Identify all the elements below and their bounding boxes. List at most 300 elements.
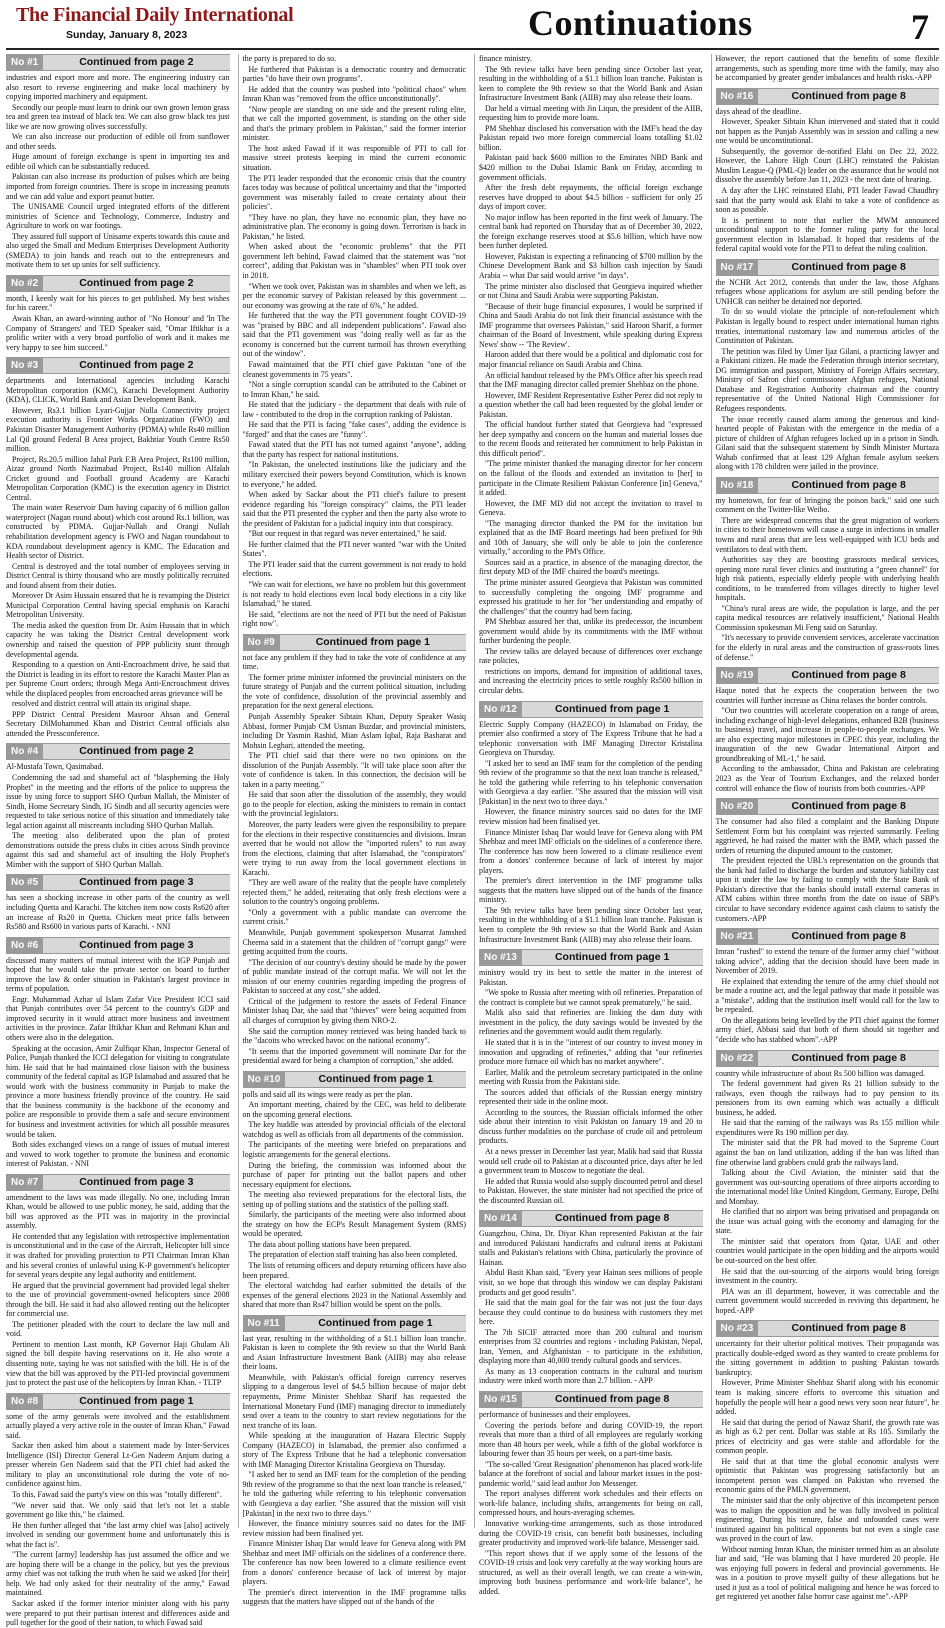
paragraph: The consumer had also filed a complaint and the Banking Dispute Settlement Form but his complaint was rejected summarily. Feeling aggrieved, he had raised the matter with the BMP, which passed the orders of returning the disputed amount to the customer. (715, 817, 939, 855)
continued-from-label: Continued from page 8 (791, 669, 906, 682)
paragraph: "We can wait for elections, we have no problem but this government is not ready to hold elections even local body elections in a city like Islamabad," he stated. (242, 579, 466, 609)
paragraph: month, I keenly wait for his pieces to get published. My best wishes for his career." (6, 293, 230, 313)
story (6, 357, 230, 738)
story-number: No #6 (6, 938, 43, 953)
paragraph: However, the finance ministry sources said no dates for the IMF review mission had been finalised yet. (242, 1519, 466, 1538)
paragraph: "This report shows that if we apply some of the lessons of the COVID-19 crisis and look very carefully at the way working hours are structured, as well as their overall length, we can create a win-win, improving both business performance and work-life balance", he added. (479, 1548, 703, 1596)
issue-date: Sunday, January 8, 2023 (66, 29, 188, 41)
paragraph: The minister said that the only objective of this incompetent person was to malign the opposition and he was fully involved in political engineering. During his tenure, false and unfounded cases were instituted against his political opponents but not even a single case was proved in the court of law. (715, 1496, 939, 1544)
paragraph: Moreover, the party leaders were given the responsibility to prepare for the elections in their respective constituencies and divisions. Imran averred that he would not allow the "imported rulers" to run away from the elections, claiming that after Islamabad, the "conspirators" were trying to run away from the local government elections in Karachi. (242, 820, 466, 877)
paragraph: He said that during the period of Nawaz Sharif, the growth rate was as high as 6.2 per cent. Dollar was stable at Rs 105. Similarly the prices of electricity and gas were stable and affordable for the common people. (715, 1417, 939, 1456)
story (479, 949, 703, 1205)
story (479, 1391, 703, 1596)
story-body (479, 968, 703, 1205)
paragraph: Guangzhou, China, Dr. Diyar Khan represented Pakistan at the fair and introduced Pakistani handicrafts and cultural items at Pakistani stalls and Pakistan's relations with China, particularly the province of Hainan. (479, 1229, 703, 1267)
paragraph: Pakistan can also increase its production of pulses which are being imported from foreign countries. There is scope in increasing peanuts and we can add value and export peanut butter. (6, 172, 230, 201)
continued-from-label: Continued from page 8 (791, 260, 906, 273)
story (243, 54, 467, 629)
paragraph: The issue recently caused alarm among the generous and kind-hearted people of Pakistan with the emergence in the media of a picture of children of Afghan refugees locked up in a prison in Sindh. Gilani said that the subsequent statement by Sindh Minister Murtaza Wahab confirmed that at least 129 Afghan female asylum seekers along with 178 children were jailed in the province. (715, 414, 939, 472)
paragraph: The federal government had given Rs 21 billion subsidy to the railways, even though the railways had to pay pension to its pensioners from its own earning which was actually a difficult business, he added. (715, 1079, 939, 1117)
paragraph: has seen a shocking increase in other parts of the country as well including Quetta and Karachi. The kitchen item now costs Rs620 after an increase of Rs20 in Quetta. Chicken meat price falls between Rs580 and Rs600 in various parts of Karachi. - NNI (6, 893, 230, 932)
paragraph: Fawad maintained that the PTI chief gave Pakistan "one of the cleanest governments in 75 years". (242, 359, 466, 379)
continued-from-label: Continued from page 8 (554, 1212, 670, 1225)
paragraph: "I asked her to send an IMF team for the completion of the pending 9th review of the programme so that the next loan tranche is released," he told the gathering while referring to his telephonic conversation with Georgieva a day earlier. "She assured that the mission will visit [Pakistan] in the next two to three days." (242, 1470, 466, 1518)
paragraph: Abdul Basit Khan said, "Every year Hainan sees millions of people visit, so we hope that through this window we can display Pakistani products and get good results". (479, 1268, 703, 1297)
paragraph: last year, resulting in the withholding of a $1.1 billion loan tranche. Pakistan is keen to complete the 9th review so that the World Bank and Asian Infrastructure Investment Bank (AIIB) may also release their loans. (242, 1333, 466, 1372)
paragraph: However, IMF Resident Representative Esther Perez did not reply to a question whether the call had been requested by the global lender or Pakistan. (479, 390, 703, 419)
story-number: No #17 (716, 260, 759, 275)
column-3 (474, 54, 703, 1596)
paragraph: "We never said that. We only said that let's not let a stable government go like this," he claimed. (6, 1500, 230, 1520)
story-body (716, 496, 940, 662)
story (6, 874, 230, 931)
story (716, 928, 940, 1044)
paragraph: The 9th review talks have been pending since October last year, resulting in the withholding of a $1.1 billion loan tranche. Pakistan is keen to complete the 9th review so that the World Bank and Asian Infrastructure Investment Bank (AIIB) may also release their loans. (479, 905, 703, 944)
paragraph: Authorities say they are boosting grassroots medical services, opening more rural fever clinics and instituting a "green channel" for high risk patients, especially elderly people with underlying health conditions, to be transferred from villages directly to higher level hospitals. (715, 555, 939, 603)
paragraph: After the fresh debt repayments, the official foreign exchange reserves have dropped to about $4.5 billion - sufficient for only 25 days of import cover. (479, 183, 703, 212)
paragraph: No major inflow has been reported in the first week of January. The central bank had reported on Thursday that as of December 30, 2022, the foreign exchange reserves stood at $5.6 billion, which have now been further depleted. (479, 212, 703, 251)
paragraph: Condemning the sad and shameful act of "blaspheming the Holy Prophet" in the meeting and the efforts of the police to suppress the issue by using force to support SHO Qurban Mallah, the Minister of Sindh, Home Secretary Sindh, IG Sindh and all security agencies were requested to take serious notice of this situation and immediately take legal action against all miscreants including SHO Qurban Mallah. (6, 773, 230, 830)
story (6, 1174, 230, 1388)
paragraph: An important meeting, chaired by the CEC, was held to deliberate on the upcoming general elections. (242, 1100, 466, 1119)
story (243, 1315, 467, 1607)
paragraph: He argued that the provincial government had provided legal shelter to the use of provincial government-owned helicopters since 2008 through the bill. He said it had also allowed renting out the helicopter for commercial use. (6, 1280, 230, 1319)
paragraph: The PTI leader responded that the economic crisis that the country faces today was because of political uncertainty and that the "imported government was miserably failed to create certainty about their policies". (242, 173, 466, 212)
paragraph: "In Pakistan, the unelected institutions like the judiciary and the military exercised their powers beyond Constitution, which is known to everyone," he added. (242, 460, 466, 489)
paragraph: Talking about the Civil Aviation, the minister said that the government was out-sourcing operations of three airports according to the international model like United Kingdom, Germany, Europe, Delhi and Mombay. (715, 1168, 939, 1206)
story-body (6, 956, 230, 1169)
story-body (716, 686, 940, 793)
story-header (716, 259, 940, 276)
story (716, 259, 940, 472)
paragraph: ministry would try its best to settle the matter in the interest of Pakistan. (479, 968, 703, 987)
paragraph: uncertainty for their ulterior political motives. Their propaganda was practically double-edged sword as they wanted to create problems for the sitting government in addition to pushing Pakistan towards bankruptcy. (715, 1339, 939, 1377)
story-body (6, 376, 230, 738)
column-4 (711, 54, 940, 1602)
story-number: No #14 (479, 1211, 522, 1226)
continued-from-label: Continued from page 8 (791, 89, 906, 102)
paragraph: We can also increase our production of edible oil from sunflower and other seeds. (6, 132, 230, 151)
paragraph: The 7th SICIF attracted more than 200 cultural and tourism enterprises from 32 countries and regions - including Pakistan, Nepal, Iran, Yemen, and Afghanistan - to participate in the exhibition, displaying more than 40,000 trendy cultural goods and services. (479, 1327, 703, 1366)
story (716, 88, 940, 254)
story-number: No #19 (716, 668, 759, 683)
continued-from-label: Continued from page 1 (318, 1072, 433, 1085)
story-body (716, 278, 940, 472)
paragraph: "They have no plan, they have no economic plan, they have no administrative plan. The economy is going down. Terrorism is back in Pakistan," he listed. (242, 212, 466, 241)
story-number: No #9 (243, 635, 280, 650)
paragraph: It is pertinent to note that earlier the MWM announced unconditional support to the former ruling party for the local government election in Islamabad. It hoped that residents of the federal capital would vote for the PTI to defeat the ruling coalition. (715, 215, 939, 254)
paragraph: my hometown, for fear of bringing the poison back," said one such comment on the Twitter-like Weibo. (715, 495, 939, 515)
story-number: No #13 (479, 950, 522, 965)
paragraph: Awais Khan, an award-winning author of "No Honour' and 'In The Company of Strangers' and TED Speaker said, "Omar Iftikhar is a prolific writer with a very broad portfolio of work and it makes me very happy to see him succeed." (6, 314, 230, 352)
paragraph: Huge amount of foreign exchange is spent in importing tea and edible oil which can be substantially reduced. (6, 152, 230, 171)
story-body (479, 1410, 703, 1596)
paragraph: the NCHR Act 2012, contends that under the law, those Afghans refugees whose applications for asylum are still pending before the UNHCR can neither be detained nor deported. (715, 277, 939, 306)
paragraph: PPP District Central President Masroor Ahsan and General Secretary DilMohammed Khan and District Central officials also attended the Pressconference. (6, 709, 230, 738)
paragraph: "It seems that the imported government will nominate Dar for the presidential award for being a champion of corruption," she added. (242, 1046, 466, 1066)
story-body (716, 947, 940, 1044)
paragraph: As many as 13 cooperation contracts in the cultural and tourism industry were inked worth more than 2.7 billion. - APP (479, 1366, 703, 1386)
story (6, 275, 230, 352)
paragraph: He further claimed that the PTI never wanted "war with the United States". (242, 539, 466, 559)
story-body (6, 893, 230, 931)
paragraph: "When we took over, Pakistan was in shambles and when we left, as per the economic survey of Pakistan released by this government ... our economy was growing at the rate of 6%," he added. (242, 281, 466, 310)
paragraph: industries and export more and more. The engineering industry can also resort to reverse engineering and make local machinery by copying imported machinery and equipment. (6, 73, 230, 102)
story-header (6, 874, 230, 891)
continued-from-label: Continued from page 8 (791, 800, 906, 813)
paragraph: The PTI leader said that the current government is not ready to hold elections. (242, 559, 466, 579)
paragraph: Imran "rushed" to extend the tenure of the former army chief "without taking advice", adding that the decision should have been made in November of 2019. (715, 947, 939, 976)
page-number: 7 (911, 7, 929, 47)
paragraph: Pertinent to mention Last month, KP Governor Haji Ghulam Ali signed the bill despite having reservations on it. He also wrote a dissenting note, saying he was not satisfied with the bill. He is of the view that the bill was approved by the PTI-led provincial government just to protect the past use of the helicopters by Imran Khan. - TLTP (6, 1339, 230, 1388)
paragraph: The review talks are delayed because of differences over exchange rate policies, (479, 646, 703, 666)
continued-from-label: Continued from page 1 (554, 702, 670, 715)
story-body (243, 1334, 467, 1607)
paragraph: amendment to the laws was made illegally. No one, including Imran Khan, would be allowed to use public money, he said, adding that the bill was approved as the PTI was in majority in the provincial assembly. (6, 1192, 230, 1231)
story (479, 54, 703, 696)
paragraph: "Not a single corruption scandal can be attributed to the Cabinet or to Imran Khan," he said. (242, 380, 466, 399)
column-2 (238, 54, 467, 1607)
story-number: No #22 (716, 1051, 759, 1066)
paragraph: The minister said that the PR had moved to the Supreme Court against the ban on land utilization, adding if the ban was lifted than fine otherwise land grabbers could grab the railways land. (715, 1138, 939, 1167)
story-number: No #1 (6, 55, 43, 70)
paragraph: The electoral watchdog had earlier submitted the details of the expenses of the general elections 2023 in the National Assembly and shared that more than Rs47 billion would be spent on the polls. (242, 1281, 466, 1310)
paragraph: "Because of their huge financial exposures, I would be surprised if China and Saudi Arabia do not link their financial assistance with the IMF programme that oversees Pakistan," said Haroon Sharif, a former chairman of the Board of Investment, while speaking during Express News' show -- 'The Review'. (479, 301, 703, 349)
paragraph: "But our request in that regard was never entertained," he said. (248, 529, 447, 539)
paragraph: He furthered that the way the PTI government fought COVID-19 was "praised by BBC and all independent publications". Fawad also said that the PTI government was "doing really well as far as the economy is concerned but the current turmoil has thrown everything out of the window". (242, 311, 466, 359)
paragraph: Meanwhile, with Pakistan's official foreign currency reserves slipping to a dangerous level of $4.5 billion because of major debt repayments, Prime Minister Shehbaz Sharif has requested the International Monetary Fund (IMF) managing director to immediately send over a team to the country to start review negotiations for the next tranche of its loan. (242, 1372, 466, 1430)
paragraph: not face any problem if they had to take the vote of confidence at any time. (242, 652, 466, 672)
paragraph: "The prime minister thanked the managing director for her concern on the fallout of the floods and extended an invitation to [her] to participate in the Climate Resilient Pakistan Conference [in] Geneva," it added. (479, 459, 703, 498)
paragraph: finance ministry. (479, 54, 532, 63)
paragraph: She said the corruption money retrieved was being handed back to the "dacoits who wrecked havoc on the national economy". (242, 1026, 466, 1046)
story-header (6, 357, 230, 374)
paragraph: He said that the out-sourcing of the airports would bring foreign investment in the country. (715, 1266, 939, 1286)
continued-from-label: Continued from page 8 (791, 1051, 906, 1064)
story-header (6, 1174, 230, 1191)
article-columns (6, 54, 940, 1628)
paragraph: While speaking at the inauguration of Hazara Electric Supply Company (HAZECO) in Islamabad, the premier also confirmed a story of The Express Tribune that he had a telephonic conversation with IMF Managing Director Kristalina Georgieva on Thursday. (242, 1431, 466, 1469)
story-body (243, 1090, 467, 1310)
paragraph: However, the report cautioned that the benefits of some flexible arrangements, such as spending more time with the family, may also be accompanied by greater gender imbalances and health risks.-APP (715, 54, 939, 83)
story-header (243, 1071, 467, 1088)
paragraph: Sackar asked if the former interior minister along with his party were prepared to put their partisan interest and differences aside and pull together for the good of their nation, to which Fawad said (6, 1599, 230, 1628)
story-body (479, 1229, 703, 1386)
story-body (243, 54, 467, 629)
continued-from-label: Continued from page 8 (791, 930, 906, 943)
paragraph: However, Speaker Sibtain Khan intervened and stated that it could not happen as the Punjab Assembly was in session and calling a new one would be unconstitutional. (715, 117, 939, 146)
story-header (479, 1391, 703, 1408)
story-header (716, 1050, 940, 1067)
paragraph: The premier's direct intervention in the IMF programme talks suggests that the matters have slipped out of the hands of the (242, 1587, 466, 1607)
continued-from-label: Continued from page 1 (79, 1394, 194, 1407)
paragraph: However, the IMF MD did not accept the invitation to travel to Geneva. (479, 498, 703, 518)
story-header (6, 1393, 230, 1410)
paragraph: The premier's direct intervention in the IMF programme talks suggests that the matters have slipped out of the hands of the finance ministry. (479, 876, 703, 905)
story-number: No #10 (243, 1072, 286, 1087)
continued-from-label: Continued from page 1 (315, 635, 431, 648)
paragraph: polls and said all its wings were ready as per the plan. (242, 1089, 413, 1099)
story-number: No #11 (243, 1316, 285, 1331)
paragraph: He explained that extending the tenure of the army chief should not be made a routine act, and the legal pathway that made it possible was a "mistake", adding that the institution itself would call for the law to be repealed. (715, 976, 939, 1015)
paragraph: Sources said as a practice, in absence of the managing director, the first deputy MD of the IMF chaired the board's meetings. (479, 557, 703, 577)
paragraph: Engr. Muhammad Azhar ul Islam Zafar Vice President ICCI said that Punjab contributes over 54 percent to the country's GDP and improved security in it would attract more business and investment activities in the province. Zafar Iftikhar Khan and Rehmani Khan and others were also in the delegation. (6, 994, 230, 1043)
paragraph: The report analyses different work schedules and their effects on work-life balance, including shifts, arrangements for being on call, compressed hours, and hours-averaging schemes. (479, 1489, 703, 1518)
paragraph: The president rejected the UBL's representation on the grounds that the bank had failed to discharge the burden and statutory liability cast upon it under the law by failing to comply with the State Bank of Pakistan's directive that the banks should install external cameras in ATM cabins within three months from the date on issue of SBP's circular to have secondary evidence against cash claims to satisfy the customers.-APP (715, 856, 939, 923)
paragraph: The former prime minister informed the provincial ministers on the future strategy of Punjab and the current political situation, including the vote of confidence, dissolution of the provincial assembly and preparation for the next general elections. (242, 672, 466, 711)
story-number: No #4 (6, 744, 43, 759)
paragraph: Punjab Assembly Speaker Sibtain Khan, Deputy Speaker Wasiq Abbasi, former Punjab CM Usman Buzdar, and provincial ministers, including Dr Yasmin Rashid, Mian Aslam Iqbal, Raja Basharat and Mohsin Leghari, attended the meeting. (242, 712, 466, 750)
continued-from-label: Continued from page 1 (318, 1316, 433, 1329)
continued-from-label: Continued from page 3 (79, 876, 194, 889)
continued-from-label: Continued from page 8 (554, 1393, 670, 1405)
paragraph: However, the finance ministry sources said no dates for the IMF review mission had been finalised yet. (479, 807, 703, 827)
paragraph: "The current [army] leadership has just assumed the office and we are hoping there will be a change in the policy, but yes the previous army chief was not talking the truth when he said we asked [for their] help. We had only asked for their neutrality of the army," Fawad maintained. (6, 1550, 230, 1598)
paragraph: They assured full support of Unisame experts towards this cause and also urged the Small and Medium Enterprises Development Authority (SMEDA) to join hands and reach out to the entrepreneurs and motivate them to set up units for self sufficiency. (6, 231, 230, 270)
story-number: No #7 (6, 1175, 43, 1190)
story-header (6, 54, 230, 71)
story-header (716, 667, 940, 684)
paragraph: Speaking at the occasion, Amir Zulfiqar Khan, Inspector General of Police, Punjab thanked the ICCI delegation for visiting to congratulate him. He said that he had maintained close liaison with the business community of the federal capital as IGP Islamabad and assured that he would work with the business community in Punjab to make the province a more business friendly province of the country. He said that the business community is the backbone of the economy and police are responsible to provide them a safe and secure environment for business and investment activities for which all possible measures would be taken. (6, 1043, 230, 1139)
paragraph: He furthered that Pakistan is a democratic country and democratic parties "do have their own programs". (242, 64, 466, 84)
paragraph: He stated that it is in the "interest of our country to invest money in innovation and upgrading of refineries," adding that "our refineries produce more furnace oil which has no market anywhere". (479, 1037, 703, 1067)
story (716, 667, 940, 793)
story-number: No #18 (716, 478, 759, 493)
story-number: No #23 (716, 1321, 759, 1336)
continued-from-label: Continued from page 2 (79, 276, 194, 289)
story-header (716, 477, 940, 494)
paragraph: The petition was filed by Umer Ijaz Gilani, a practicing lawyer and a Pakistani citizen. He made the Federation through interior secretary, DG immigration and passport, Ministry of Foreign Affairs secretary, Ministry of Safron chief commissioner Afghan refugees, National Database and Registration Authority chairman and the country representative of the United National High Commissioner for Refugees respondents. (715, 346, 939, 413)
continued-from-label: Continued from page 2 (79, 745, 194, 758)
paragraph: "Only a government with a public mandate can overcome the current crisis." (242, 907, 466, 927)
paragraph: The sources added that officials of the Russian energy ministry represented their side in the online moot. (479, 1087, 703, 1107)
paragraph: To this, Fawad said the party's view on this was "totally different". (12, 1490, 222, 1499)
story (6, 54, 230, 270)
story-number: No #15 (479, 1392, 522, 1407)
paragraph: The 9th review talks have been pending since October last year, resulting in the withholding of a $1.1 billion loan tranche. Pakistan is keen to complete the 9th review so that the World Bank and Asian Infrastructure Investment Bank (AIIB) may also release their loans. (479, 64, 703, 103)
paragraph: He added that the country was pushed into "political chaos" when Imran Khan was "removed from the office unconstitutionally". (242, 84, 466, 104)
paragraph: He added that Russia would also supply discounted petrol and diesel to Pakistan. However, the state minister had not specified the price of the discounted Russian oil. (479, 1176, 703, 1205)
paragraph: An official handout released by the PM's Office after his speech read that the IMF managing director called premier Shehbaz on the phone. (479, 370, 703, 390)
paragraph: On the allegations being levelled by the PTI chief against the former army chief, Abbasi said that both of them should sit together and "decide who has stabbed whom".-APP (715, 1015, 939, 1045)
paragraph: resolved and district central will attain its original shape. (12, 699, 192, 709)
paragraph: Pakistan paid back $600 million to the Emirates NBD Bank and $420 million to the Dubai Islamic Bank on Friday, according to government officials. (479, 153, 703, 182)
continued-from-label: Continued from page 8 (791, 478, 906, 491)
continued-from-label: Continued from page 3 (79, 938, 194, 951)
story (479, 1210, 703, 1386)
paragraph: The PTI chief said that there were no two opinions on the dissolution of the Punjab Assembly. "It will take place soon after the vote of confidence is taken. In this connection, the decision will be taken in a party meeting." (242, 751, 466, 789)
story-body (6, 762, 230, 869)
story (716, 798, 940, 923)
paragraph: "They are well aware of the reality that the people have completely rejected them," he added, reiterating that only fresh elections were a solution to the country's ongoing problems. (242, 878, 466, 907)
story-header (6, 937, 230, 954)
story-header (716, 798, 940, 815)
paragraph: Electric Supply Company (HAZECO) in Islamabad on Friday, the premier also confirmed a story of The Express Tribune that he had a telephonic conversation with IMF Managing Director Kristalina Georgieva on Thursday. (479, 719, 703, 758)
continued-from-label: Continued from page 3 (79, 1175, 194, 1188)
story-body (6, 1193, 230, 1388)
paragraph: The participants of the meeting were briefed on preparations and logistic arrangements for the general elections. (242, 1140, 466, 1159)
continued-from-label: Continued from page 2 (79, 56, 194, 68)
paragraph: Finance Minister Ishaq Dar would leave for Geneva along with PM Shehbaz and meet IMF officials on the sidelines of a conference there. The conference has now been lowered to a climate resilience event from a donors' conference because of lack of interest by major players. (242, 1539, 466, 1587)
story-header (479, 1210, 703, 1227)
story-header (243, 1315, 467, 1332)
paragraph: PIA was an ill department, however, it was correctable and the current government would succeeded in reviving this department, he hoped.-APP (715, 1286, 939, 1315)
paragraph: He said, "elections are not the need of PTI but the need of Pakistan right now". (242, 609, 466, 629)
story-header (716, 928, 940, 945)
paragraph: Secondly our people must learn to drink our own grown lemon grass tea and green tea instead of black tea. We can also grow black tea just like we are now growing olives successfully. (6, 102, 230, 131)
paragraph: "China's rural areas are wide, the population is large, and the per capita medical resources are relatively insufficient," National Health Commission spokesman Mi Feng said on Saturday. (715, 603, 939, 632)
story (6, 1393, 230, 1628)
paragraph: There are widespread concerns that the great migration of workers in cities to their hometowns will cause a surge in infections in smaller towns and rural areas that are less well-equipped with ICU beds and ventilators to deal with them. (715, 515, 939, 554)
story (716, 1050, 940, 1316)
paragraph: However, Prime Minister Shehbaz Sharif along with his economic team is making sincere efforts to overcome this situation and hopefully the people will hear a good news very soon near future", he added. (715, 1378, 939, 1417)
paragraph: He contended that any legislation with retrospective implementation is unconstitutional and in the case of the Aircraft, Helicopter bill since it was drafted for providing protection to PTI Chairman Imran Khan and his several cronies of unlawful using K-P government's helicopter for several years despite any legal authority and entitlement. (6, 1231, 230, 1280)
paragraph: The preparation of election staff training has also been completed. (248, 1250, 458, 1260)
paragraph: The UNISAME Council urged integrated efforts of the different ministries of Science and Technology, Commerce, Industry and Agriculture to work on war footings. (6, 202, 230, 231)
story (6, 937, 230, 1169)
paragraph: Haroon added that there would be a political and diplomatic cost for major financial reliance on Saudi Arabia and China. (479, 350, 703, 369)
paragraph: The main water Reservoir Dam having capacity of 6 million gallon waterproject (Nagan round about) which cost around Rs.1 billion, was constructed by PDMA. Gujjar-Nullah and Orangi Nullah rehabilitation development agency is FWO and Nagan roundabout to KDA roundabout development agency is KMC. The Education and Health sector of District. (6, 503, 230, 561)
paragraph: Critical of the judgement to restore the assets of Federal Finance Minister Ishaq Dar, she said that "thieves" were being acquitted from all charges of corruption by giving them NRO-2. (242, 996, 466, 1025)
continued-from-label: Continued from page 8 (791, 1322, 906, 1335)
paragraph: However, Pakistan is expecting a refinancing of $700 million by the Chinese Development Bank and $3 billion cash injection by Saudi Arabia -- what Dar said would arrive "in days". (479, 251, 703, 281)
paragraph: The official handout further stated that Georgieva had "expressed her deep sympathy and concern on the human and material losses due to the recent floods and reiterated her commitment to help Pakistan in this difficult period". (479, 420, 703, 458)
paragraph: "We spoke to Russia after meeting with oil refineries. Preparation of the contract is complete but we cannot speak prematurely," he said. (479, 988, 703, 1007)
paragraph: He said that the PTI is facing "fake cases", adding the evidence is "forged" and that the cases are "funny". (242, 420, 466, 439)
story (6, 743, 230, 869)
paragraph: Meanwhile, Punjab government spokesperson Musarrat Jamshed Cheema said in a statement that the children of "corrupt gangs" were getting acquitted from the courts. (242, 928, 466, 957)
story-number: No #16 (716, 89, 759, 104)
paragraph: He then further alleged that "the last army chief was [also] actively involved in sending our government home and unfortunately this is what the fact is". (6, 1520, 230, 1549)
paragraph: Central is destroyed and the total number of employees serving in District Central is thirty thousand who are mostly politically recruited and found absent from their duties. (6, 561, 230, 590)
paragraph: "The managing director thanked the PM for the invitation but explained that as the IMF Board meetings had been prefixed for 9th and 10th of January, she will only be able to join the conference virtually," according to the PM's Office. (479, 518, 703, 557)
story (243, 634, 467, 1066)
story-number: No #21 (716, 929, 759, 944)
paper-name: The Financial Daily International (16, 4, 294, 26)
paragraph: restrictions on imports, demand for imposition of additional taxes, and increasing the electricity prices to settle roughly Rs500 billion in circular debts. (479, 666, 703, 695)
paragraph: The prime minister assured Georgieva that Pakistan was committed to successfully completing the ongoing IMF programme and expressed his gratitude to her for "her understanding and empathy of the challenges" that the country had been facing. (479, 577, 703, 616)
paragraph: Dar held a virtual meeting with Jin Liqun, the president of the AIIB, requesting him to provide more loans. (479, 103, 703, 123)
paragraph: He said that the earning of the railways was Rs 155 million while expenditures were Rs 190 million per day. (715, 1118, 939, 1137)
story-number: No #8 (6, 1394, 43, 1409)
paragraph: performance of businesses and their employees. (479, 1410, 631, 1419)
story (479, 701, 703, 945)
story-body (716, 54, 940, 83)
story-number: No #20 (716, 799, 759, 814)
story-number: No #2 (6, 276, 43, 291)
paragraph: "Our two countries will accelerate cooperation on a range of areas, including exchange of high-level delegations, enhanced B2B (business to business) travel, and increase in people-to-people exchanges. We are also expecting major milestones in CPEC this year, including the inauguration of the new Gwadar International Airport and groundbreaking of ML-1," he said. (715, 706, 940, 763)
paragraph: "It's necessary to provide convenient services, accelerate vaccination for the elderly in rural areas and the construction of grass-roots lines of defense." (715, 633, 939, 662)
story-number: No #5 (6, 875, 43, 890)
story-body (6, 73, 230, 270)
paragraph: "The decision of our country's destiny should be made by the power of public mandate instead of the corrupt mafia. We will not let the mission of our enemy countries regarding impeding the progress of Pakistan to succeed at any cost," she added. (242, 957, 466, 996)
paragraph: Haque noted that he expects the cooperation between the two countries will further increase as China relaxes the border controls. (715, 686, 939, 705)
paragraph: Innovative working-time arrangements, such as those introduced during the COVID-19 crisis, can benefit both businesses, including greater productivity and improved work-life balance, Messenger said. (479, 1519, 703, 1548)
paragraph: The meeting also reviewed preparations for the electoral lists, the setting up of polling stations and the statistics of the polling staff. (242, 1190, 466, 1209)
story (716, 477, 940, 662)
paragraph: some of the army generals were involved and the establishment actually played a very active role in the ouster of Imran Khan," Fawad said. (6, 1411, 230, 1440)
paragraph: When asked about the "economic problems" that the PTI government left behind, Fawad claimed that the statement was "not correct", adding that Pakistan was in "shambles" when PTI took over in 2018. (242, 242, 466, 281)
paragraph: Sackar then asked him about a statement made by Inter-Services Intelligence (ISI) Director General Lt-Gen Nadeem Anjum during a presser wherein Gen Nadeem said that the PTI chief had asked the military to play an unconstitutional role during the vote of no-confidence against him. (6, 1441, 230, 1489)
masthead (6, 0, 939, 50)
continued-from-label: Continued from page 2 (79, 359, 194, 372)
story-body (6, 294, 230, 352)
story-body (6, 1412, 230, 1628)
story (243, 1071, 467, 1310)
paragraph: departments and International agencies including Karachi Metropolitan corporation (KMC), Karachi Development Authority (KDA), CLICK, World Bank and Asian Development Bank. (6, 376, 230, 405)
section-title: Continuations (528, 3, 753, 43)
paragraph: Similarly, the participants of the meeting were also informed about the strategy on how the ECP's Result Management System (RMS) would be operated. (242, 1210, 466, 1239)
story-header (479, 701, 703, 718)
paragraph: "Now people are standing on one side and the present ruling elite, that we call the imported government, is standing on the other side and that's the primary problem in Pakistan," said the former interior minister. (242, 104, 466, 143)
column-1 (6, 54, 230, 1628)
story (716, 54, 940, 83)
paragraph: The lists of returning officers and deputy returning officers have also been prepared. (242, 1260, 467, 1280)
paragraph: The host asked Fawad if it was responsible of PTI to call for massive street protests keeping in mind the current economic situation. (242, 143, 466, 173)
paragraph: The prime minister also disclosed that Georgieva inquired whether or not China and Saudi Arabia were supporting Pakistan. (479, 281, 703, 301)
paragraph: Malik also said that refineries are linking the dam duty with investment in the policy, the duty savings would be invested by the refineries and the government would audit them regularly. (479, 1008, 703, 1037)
story-header (6, 275, 230, 292)
story-number: No #12 (479, 702, 522, 717)
paragraph: He said that at that time the global economic analysts were optimistic that Pakistan was progressing satisfactorily but an incompetent person was clamped on Pakistan who reversed the economic gains of the PMLN government. (715, 1456, 939, 1495)
paragraph: PM Shehbaz assured her that, unlike its predecessor, the incumbent government would abide by its commitments with the IMF without further burdening the people. (479, 617, 703, 646)
paragraph: However, Rs3.1 billion Lyari-Gujjar Nulla Connectivity project execution authority is Frontier Works Organization (FWO) and Pakistan Disaster Management Authority (PDMA) while Rs40 million Lal Qil ground Federal B Area project, Bakhtiar Youth Centre Rs50 million. (6, 405, 230, 454)
paragraph: Finance Minister Ishaq Dar would leave for Geneva along with PM Shehbaz and meet IMF officials on the sidelines of a conference there. The conference has now been lowered to a climate resilience event from a donors' conference because of lack of interest by major players. (479, 827, 703, 875)
paragraph: The media asked the question from Dr. Asim Hussain that in which capacity he was taking the District Central development work ownership and raised the question of PPP publicity stunt through developmental agenda. (6, 620, 230, 659)
paragraph: The meeting also deliberated upon the plan of protest demonstrations outside the press clubs in cities across Sindh province against this sad and shameful act of insulting the Holy Prophet's Mimber with the support of SHO Qurban Mallah. (6, 831, 230, 869)
paragraph: discussed many matters of mutual interest with the IGP Punjab and hoped that he would take the private sector on board to further improve the law & order situation in Pakistan's largest province in terms of population. (6, 955, 230, 994)
story-header (6, 743, 230, 760)
paragraph: Fawad stated that the PTI has not turned against "anyone", adding that the party has respect for national institutions. (242, 440, 466, 459)
story-body (716, 817, 940, 923)
paragraph: PM Shehbaz disclosed his conversation with the IMF's head the day Pakistan repaid two more foreign commercial loans totalling $1.02 billion. (479, 123, 703, 152)
story-body (716, 1069, 940, 1316)
paragraph: He stated that the judiciary - the department that deals with rule of law - contributed to the drop in the corruption ranking of Pakistan. (242, 400, 466, 419)
paragraph: He clarified that no airport was being privatised and propaganda on the issue was actual going with the economy and damaging for the state. (715, 1207, 939, 1236)
paragraph: Both sides exchanged views on a range of issues of mutual interest and vowed to work together to promote the business and economic interest of Pakistan. - NNI (6, 1140, 230, 1169)
paragraph: Earlier, Malik and the petroleum secretary participated in the online meeting with Russia from the Pakistani side. (479, 1067, 703, 1087)
paragraph: Responding to a question on Anti-Encroachment drive, he said that the District is leading in its effort to restore the Karachi Master Plan as per Supreme Court orders; through Mega Anti-Encroachment drives while the displaced peoples from encroached areas grievance will be (6, 660, 230, 698)
paragraph: The minister said that operators from Qatar, UAE and other countries would participate in the open bidding and the airports would be out-sourced on the best offer. (715, 1236, 939, 1265)
paragraph: According to the sources, the Russian officials informed the other side about their intention to visit Pakistan on January 19 and 20 to discuss further modalities on the purchase of crude oil and petroleum products. (479, 1107, 703, 1146)
story-header (716, 1320, 940, 1337)
story-number: No #3 (6, 358, 43, 373)
continued-from-label: Continued from page 1 (554, 951, 670, 964)
story-body (479, 720, 703, 945)
paragraph: A day after the LHC reinstated Elahi, PTI leader Fawad Chaudhry said that the party would ask Elahi to take a vote of confidence as soon as possible. (715, 186, 939, 215)
story-header (716, 88, 940, 105)
paragraph: Without naming Imran Khan, the minister termed him as an absolute liar and said, "He was blaming that I have murdered 20 people. He was enjoying full powers in federal and provincial governments. He was in a position to prove myself guilty of these allegations but he used it just as a tool of political maligning and hence he was forced to get registered yet another false horror case against me".-APP (715, 1544, 939, 1602)
story-header (243, 634, 467, 651)
paragraph: The petitioner pleaded with the court to declare the law null and void. (6, 1319, 230, 1339)
paragraph: the party is prepared to do so. (242, 54, 337, 63)
paragraph: "The so-called 'Great Resignation' phenomenon has placed work-life balance at the forefront of social and labour market issues in the post-pandemic world," said lead author Jon Messenger. (479, 1459, 703, 1488)
paragraph: When asked by Sackar about the PTI chief's failure to present evidence regarding his "foreign conspiracy" claims, the PTI leader said that the PTI presented the cypher and then the party also wrote to the president of Pakistan for a judicial inquiry into that conspiracy. (242, 490, 466, 528)
story-body (716, 1339, 940, 1602)
paragraph: Al-Mustafa Town, Qasimabad. (6, 762, 104, 772)
story-body (716, 107, 940, 254)
paragraph: Subsequently, the governor de-notified Elahi on Dec 22, 2022. However, the Lahore High Court (LHC) reinstated the Pakistan Muslim League-Q (PML-Q) leader on the assurance that he would not dissolve the assembly before Jan 11, 2023 - the next date of hearing. (715, 146, 939, 185)
paragraph: During the briefing, the commission was informed about the purchase of paper for printing out the ballot papers and other necessary equipment for elections. (242, 1160, 466, 1189)
story-body (479, 54, 703, 696)
paragraph: country while infrastructure of about Rs 500 billion was damaged. (715, 1068, 925, 1078)
paragraph: days ahead of the deadline. (715, 106, 802, 116)
paragraph: To do so would violate the principle of non-refoulement which Pakistan is legally bound to respect under international human rights treaties, international customary law and numerous articles of the Constitution of Pakistan. (715, 307, 939, 346)
paragraph: Moreover Dr Asim Hussain ensured that he is revamping the District Municipal Corporation Central having special emphasis on Karachi Metropolitan University. (6, 591, 230, 620)
paragraph: At a news presser in December last year, Malik had said that Russia would sell crude oil to Pakistan at a discounted price, days after he led a government team to Moscow to negotiate the deal. (479, 1146, 703, 1176)
paragraph: Project, Rs.20.5 million Jahal Park F.B Area Project, Rs100 million, Aizaz ground North Nazimabad Project, Rs140 million Alfalah Cricket ground and Football ground Academy are Karachi Metropolitan Corporation (KMC) is the execution agency in District Central. (6, 454, 230, 502)
paragraph: "I asked her to send an IMF team for the completion of the pending 9th review of the programme so that the next loan tranche is released," he told the gathering while referring to his telephonic conversation with Georgieva a day earlier. "She assured that the mission will visit [Pakistan] in the next two to three days." (479, 758, 703, 806)
